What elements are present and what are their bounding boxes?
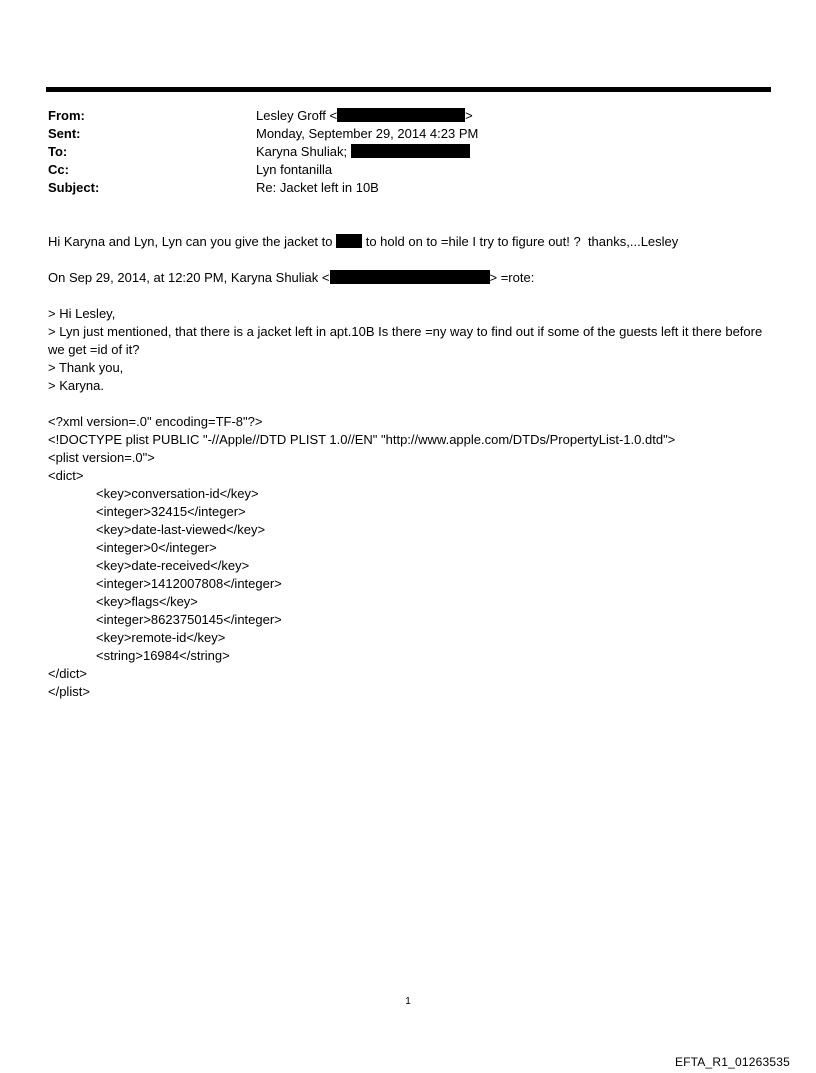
from-label: From: xyxy=(48,108,85,123)
to-name: Karyna Shuliak; xyxy=(256,144,348,159)
from-close: > xyxy=(465,108,473,123)
to-label: To: xyxy=(48,144,68,159)
xml-line: <integer>0</integer> xyxy=(96,540,217,555)
quoted-line: > Karyna. xyxy=(48,378,105,393)
sent-label: Sent: xyxy=(48,126,81,141)
xml-plist-block xyxy=(48,413,770,701)
cc-label: Cc: xyxy=(48,162,69,177)
sent-row xyxy=(48,125,768,143)
xml-line: <integer>32415</integer> xyxy=(96,504,246,519)
quoted-line: > Hi Lesley, xyxy=(48,306,116,321)
greeting-text-end: to hold on to =hile I try to figure out! ? thanks,...Lesley xyxy=(362,234,679,249)
greeting-text-start: Hi Karyna and Lyn, Lyn can you give the jacket to xyxy=(48,234,337,249)
cc-value: Lyn fontanilla xyxy=(256,162,333,177)
from-row xyxy=(48,107,768,125)
xml-line: <integer>1412007808</integer> xyxy=(96,576,282,591)
xml-line: <key>date-received</key> xyxy=(96,558,250,573)
email-header xyxy=(48,107,768,197)
xml-line: <key>flags</key> xyxy=(96,594,198,609)
redaction-box xyxy=(330,270,490,284)
xml-line: <string>16984</string> xyxy=(96,648,230,663)
email-body xyxy=(48,233,770,701)
xml-line: </plist> xyxy=(48,684,90,699)
reply-intro-start: On Sep 29, 2014, at 12:20 PM, Karyna Shuliak < xyxy=(48,270,330,285)
xml-line: <key>remote-id</key> xyxy=(96,630,226,645)
from-value xyxy=(256,107,768,125)
xml-line: <!DOCTYPE plist PUBLIC "-//Apple//DTD PLIST 1.0//EN" "http://www.apple.com/DTDs/PropertyList-1.0.dtd"> xyxy=(48,432,676,447)
greeting-paragraph xyxy=(48,233,770,251)
xml-line: <?xml version=.0" encoding=TF-8"?> xyxy=(48,414,263,429)
xml-line: <key>conversation-id</key> xyxy=(96,486,259,501)
xml-line: <dict> xyxy=(48,468,84,483)
to-value xyxy=(256,143,768,161)
quoted-line: > Thank you, xyxy=(48,360,124,375)
xml-line: <plist version=.0"> xyxy=(48,450,155,465)
subject-label: Subject: xyxy=(48,180,100,195)
page-number: 1 xyxy=(405,996,411,1007)
xml-line: <key>date-last-viewed</key> xyxy=(96,522,266,537)
quoted-line: > Lyn just mentioned, that there is a jacket left in apt.10B Is there =ny way to find out if some of the guests left it there before we get =id of it? xyxy=(48,324,763,357)
sent-value: Monday, September 29, 2014 4:23 PM xyxy=(256,126,479,141)
reply-intro xyxy=(48,269,770,287)
bates-number: EFTA_R1_01263535 xyxy=(674,1055,790,1069)
quoted-message xyxy=(48,305,770,395)
redaction-box xyxy=(336,234,362,248)
subject-row xyxy=(48,179,768,197)
xml-line: <integer>8623750145</integer> xyxy=(96,612,282,627)
from-name: Lesley Groff < xyxy=(256,108,338,123)
xml-line: </dict> xyxy=(48,666,88,681)
subject-value: Re: Jacket left in 10B xyxy=(256,180,379,195)
to-row xyxy=(48,143,768,161)
cc-row xyxy=(48,161,768,179)
reply-intro-end: > =rote: xyxy=(489,270,535,285)
header-divider xyxy=(46,87,771,92)
redaction-box xyxy=(337,108,465,122)
redaction-box xyxy=(351,144,470,158)
